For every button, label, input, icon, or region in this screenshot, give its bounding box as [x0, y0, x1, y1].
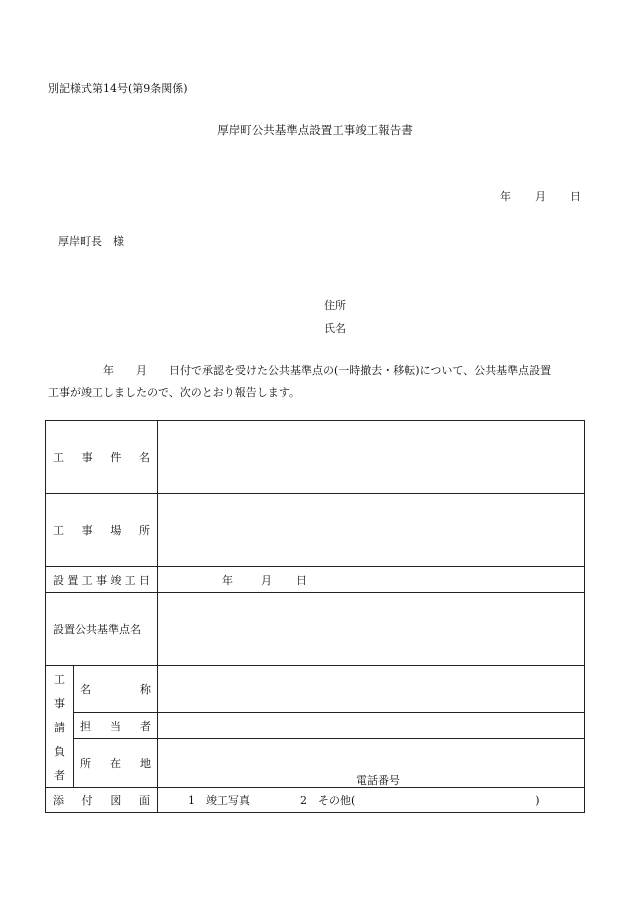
project-name-label: 工 事 件 名: [46, 421, 158, 494]
attachments-value[interactable]: [158, 788, 585, 813]
contractor-name-value[interactable]: [158, 666, 585, 713]
contractor-name-label: 名 称: [74, 666, 158, 713]
benchmark-name-value[interactable]: [158, 593, 585, 666]
report-date: [500, 188, 581, 204]
row-benchmark-name: [46, 593, 585, 666]
addressee: 厚岸町長 様: [58, 235, 124, 248]
date-year: 年: [500, 190, 511, 203]
attachments-label: 添 付 図 面: [46, 788, 158, 813]
contractor-address-value[interactable]: [158, 739, 585, 788]
completion-date-value[interactable]: 年 月 日: [158, 567, 585, 593]
contractor-person-value[interactable]: [158, 713, 585, 739]
contractor-address-label: 所 在 地: [74, 739, 158, 788]
benchmark-name-label: 設置公共基準点名: [46, 593, 158, 666]
row-completion-date: [46, 567, 585, 593]
body-line-2: 工事が竣工しましたので、次のとおり報告します。: [48, 386, 300, 399]
date-day: 日: [570, 190, 581, 203]
completion-date-label: 設 置 工 事 竣 工 日: [46, 567, 158, 593]
attachment-1: 1 竣工写真: [188, 794, 250, 807]
form-id: 別記様式第14号(第9条関係): [48, 82, 188, 95]
phone-label: 電話番号: [356, 774, 400, 787]
report-table: [45, 420, 585, 813]
project-place-label: 工 事 場 所: [46, 494, 158, 567]
project-place-value[interactable]: [158, 494, 585, 567]
row-project-place: [46, 494, 585, 567]
row-contractor-address: [46, 739, 585, 788]
body-line-1: 年 月 日付で承認を受けた公共基準点の(一時撤去・移転)について、公共基準点設置: [103, 364, 552, 377]
project-name-value[interactable]: [158, 421, 585, 494]
attachment-2: 2 その他(: [300, 794, 356, 807]
row-project-name: [46, 421, 585, 494]
contractor-group-label: 工 事 請 負 者: [46, 666, 74, 788]
row-contractor-person: [46, 713, 585, 739]
attachment-2-close: ): [535, 794, 540, 807]
date-month: 月: [535, 190, 546, 203]
row-attachments: [46, 788, 585, 813]
row-contractor-name: [46, 666, 585, 713]
address-label: 住所: [324, 299, 346, 312]
body-text: [48, 360, 583, 404]
contractor-person-label: 担 当 者: [74, 713, 158, 739]
document-title: 厚岸町公共基準点設置工事竣工報告書: [217, 123, 413, 137]
name-label: 氏名: [324, 322, 346, 335]
